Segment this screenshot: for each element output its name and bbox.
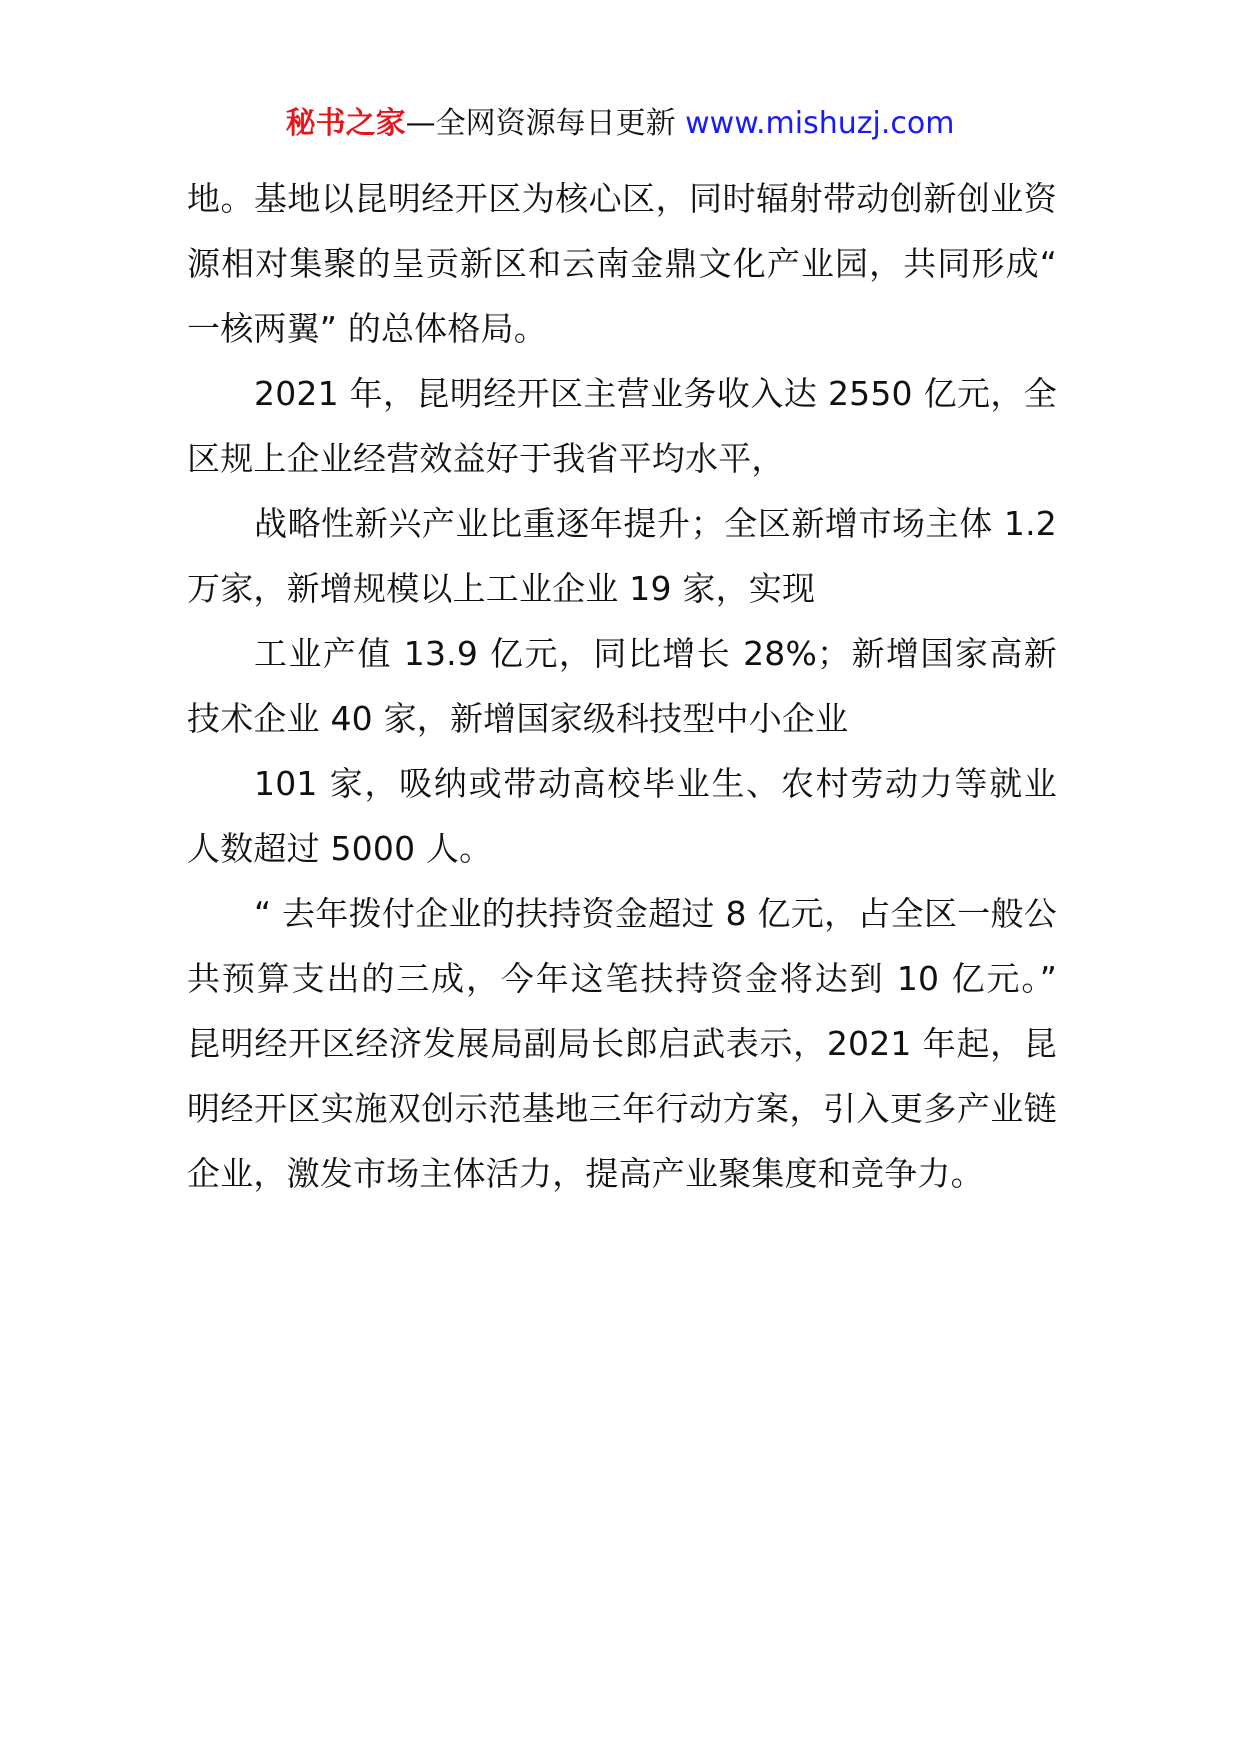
paragraph-revenue: 2021 年，昆明经开区主营业务收入达 2550 亿元，全区规上企业经营效益好于我省平均水平， — [187, 374, 1057, 478]
paragraph-funding-quote: “ 去年拨付企业的扶持资金超过 8 亿元，占全区一般公共预算支出的三成，今年这笔扶持资金将达到 10 亿元。” 昆明经开区经济发展局副局长郎启武表示，2021 年起，昆明经开区实施双创示范基地三年行动方案，引入更多产业链企业，激发市场主体活力，提高产业聚集度和竞争力。 — [187, 894, 1057, 1193]
paragraph-employment: 101 家，吸纳或带动高校毕业生、农村劳动力等就业人数超过 5000 人。 — [187, 764, 1057, 868]
header-tagline: —全网资源每日更新 — [405, 106, 676, 141]
paragraph-emerging-industries: 战略性新兴产业比重逐年提升；全区新增市场主体 1.2 万家，新增规模以上工业企业 19 家，实现 — [187, 504, 1057, 608]
brand-name: 秘书之家 — [285, 106, 406, 141]
paragraph-industrial-output: 工业产值 13.9 亿元，同比增长 28%；新增国家高新技术企业 40 家，新增国家级科技型中小企业 — [187, 634, 1057, 738]
paragraph-continuation: 地。基地以昆明经开区为核心区，同时辐射带动创新创业资源相对集聚的呈贡新区和云南金鼎文化产业园，共同形成“ 一核两翼” 的总体格局。 — [187, 179, 1057, 348]
page-header — [0, 104, 1240, 144]
document-body — [187, 166, 1057, 1206]
website-link[interactable]: www.mishuzj.com — [685, 106, 955, 141]
